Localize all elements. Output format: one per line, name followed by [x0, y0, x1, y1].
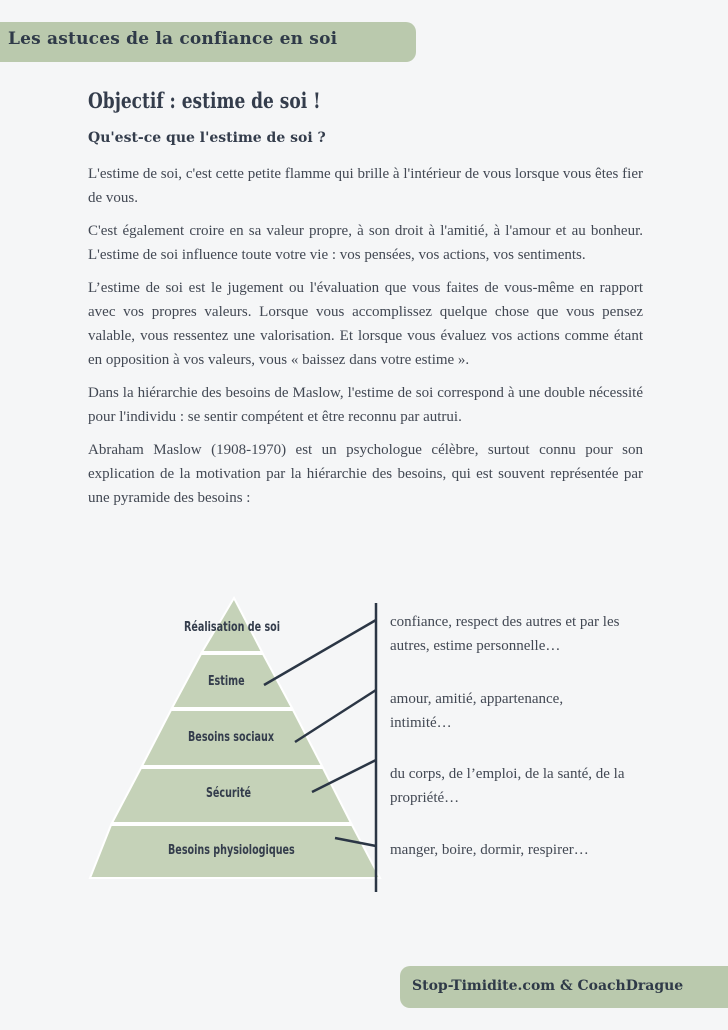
pyramid-description: confiance, respect des autres et par les autres, estime personnelle… [390, 614, 620, 654]
pyramid-label-realisation: Réalisation de soi [184, 620, 281, 635]
body-text [88, 162, 643, 519]
header-banner [0, 22, 416, 62]
footer-text: Stop-Timidite.com & CoachDrague [412, 978, 684, 994]
footer-banner [400, 966, 728, 1008]
pyramid-description: amour, amitié, appartenance, intimité… [390, 691, 564, 731]
connector-line [295, 690, 376, 742]
paragraph: L'estime de soi, c'est cette petite flamme qui brille à l'intérieur de vous lorsque vous êtes fier de vous. [88, 166, 643, 206]
paragraph: Abraham Maslow (1908-1970) est un psychologue célèbre, surtout connu pour son explication de la motivation par la hiérarchie des besoins, qui est souvent représentée par une pyramide des besoins : [88, 442, 643, 506]
pyramid-label-estime: Estime [208, 674, 245, 689]
pyramid-label-physiologiques: Besoins physiologiques [168, 843, 295, 858]
pyramid-label-securite: Sécurité [206, 786, 252, 801]
paragraph: C'est également croire en sa valeur propre, à son droit à l'amitié, à l'amour et au bonheur. L'estime de soi influence toute votre vie : vos pensées, vos actions, vos sentiments. [88, 223, 643, 263]
pyramid-description: du corps, de l’emploi, de la santé, de la propriété… [390, 766, 625, 806]
section-subtitle: Qu'est-ce que l'estime de soi ? [88, 130, 326, 146]
paragraph: L’estime de soi est le jugement ou l'évaluation que vous faites de vous-même en rapport avec vos propres valeurs. Lorsque vous accomplissez quelque chose que vous pensez valable, vous ressentez une valorisation. Et lorsque vous évaluez vos actions comme étant en opposition à vos valeurs, vous « baissez dans votre estime ». [88, 280, 643, 368]
pyramid-label-sociaux: Besoins sociaux [188, 730, 275, 745]
paragraph: Dans la hiérarchie des besoins de Maslow, l'estime de soi correspond à une double nécessité pour l'individu : se sentir compétent et être reconnu par autrui. [88, 385, 643, 425]
connector-line [264, 620, 376, 685]
header-title: Les astuces de la confiance en soi [8, 29, 338, 49]
section-title: Objectif : estime de soi ! [88, 88, 321, 113]
pyramid-description: manger, boire, dormir, respirer… [390, 842, 589, 858]
